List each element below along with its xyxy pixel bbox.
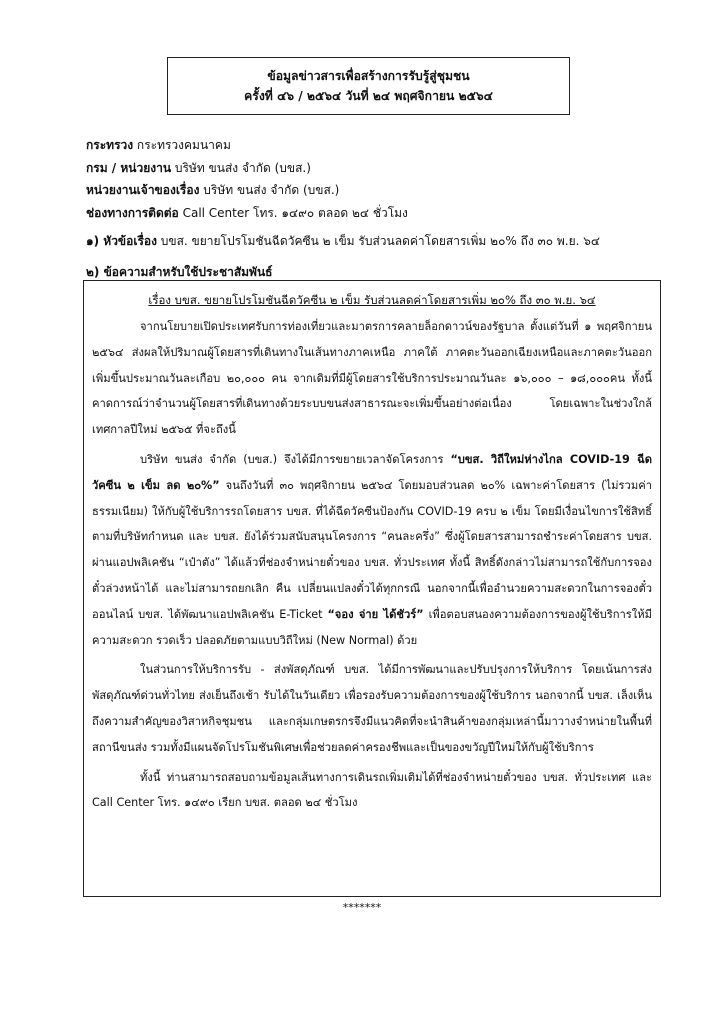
topic-row [86, 231, 600, 251]
owner-row [86, 179, 646, 202]
header-issue-line: ครั้งที่ ๔๖ / ๒๕๖๔ วันที่ ๒๔ พฤศจิกายน ๒๕๖๔ [244, 89, 493, 103]
document-header-box [167, 57, 570, 115]
eticket-slogan: “จอง จ่าย ได้ชัวร์” [327, 607, 424, 621]
paragraph-2 [92, 447, 652, 653]
paragraph-1-text: จากนโยบายเปิดประเทศรับการท่องเที่ยวและมาตรการคลายล็อกดาวน์ของรัฐบาล ตั้งแต่วันที่ ๑ พฤศจิกายน ๒๕๖๔ ส่งผลให้ปริมาณผู้โดยสารที่เดินทางในเส้นทางภาคเหนือ ภาคใต้ ภาคตะวันออกเฉียงเหนือและภาคตะวันออก เพิ่มขึ้นประมาณวันละเกือบ ๒๐,๐๐๐ คน จากเดิมที่มีผู้โดยสารใช้บริการประมาณวันละ ๑๖,๐๐๐ – ๑๘,๐๐๐คน ทั้งนี้ คาดการณ์ว่าจำนวนผู้โดยสารที่เดินทางด้วยระบบขนส่งสาธารณะจะเพิ่มขึ้นอย่างต่อเนื่อง โดยเฉพาะในช่วงใกล้เทศกาลปีใหม่ ๒๕๖๕ ที่จะถึงนี้ [92, 320, 652, 437]
contact-row [86, 202, 646, 225]
contact-value: Call Center โทร. ๑๔๙๐ ตลอด ๒๔ ชั่วโมง [178, 205, 408, 220]
paragraph-4-text: ทั้งนี้ ท่านสามารถสอบถามข้อมูลเส้นทางการเดินรถเพิ่มเติมได้ที่ช่องจำหน่ายตั๋วของ บขส. ทั่วประเทศ และ Call Center โทร. ๑๔๙๐ เรียก บขส. ตลอด ๒๔ ชั่วโมง [92, 770, 652, 810]
press-release-subject: เรื่อง บขส. ขยายโปรโมชันฉีดวัคซีน ๒ เข็ม รับส่วนลดค่าโดยสารเพิ่ม ๒๐% ถึง ๓๐ พ.ย. ๖๔ [148, 293, 596, 307]
ministry-row [86, 134, 646, 157]
section-pr-heading: ๒) ข้อความสำหรับใช้ประชาสัมพันธ์ [86, 265, 273, 279]
paragraph-3 [92, 657, 652, 760]
owner-value: บริษัท ขนส่ง จำกัด (บขส.) [199, 183, 340, 197]
contact-label: ช่องทางการติดต่อ [86, 205, 179, 220]
owner-label: หน่วยงานเจ้าของเรื่อง [86, 183, 200, 197]
metadata-block [86, 134, 646, 224]
agency-row [86, 157, 646, 180]
press-release-box [83, 280, 661, 897]
header-title-line: ข้อมูลข่าวสารเพื่อสร้างการรับรู้สู่ชุมชน [267, 69, 470, 83]
topic-value: บขส. ขยายโปรโมชันฉีดวัคซีน ๒ เข็ม รับส่วนลดค่าโดยสารเพิ่ม ๒๐% ถึง ๓๐ พ.ย. ๖๔ [156, 234, 600, 248]
paragraph-1 [92, 314, 652, 443]
paragraph-2-text-c: จนถึงวันที่ ๓๐ พฤศจิกายน ๒๕๖๔ โดยมอบส่วนลด ๒๐% เฉพาะค่าโดยสาร (ไม่รวมค่าธรรมเนียม) ให้กับผู้ใช้บริการรถโดยสาร บขส. ที่ได้ฉีดวัคซีนป้องกัน COVID-19 ครบ ๒ เข็ม โดยมีเงื่อนไขการใช้สิทธิ์ตามที่บริษัทกำหนด และ บขส. ยังได้ร่วมสนับสนุนโครงการ “คนละครึ่ง” ซึ่งผู้โดยสารสามารถชำระค่าโดยสาร บขส. ผ่านแอปพลิเคชัน “เป๋าตัง” ได้แล้วที่ช่องจำหน่ายตั๋วของ บขส. ทั่วประเทศ ทั้งนี้ สิทธิ์ดังกล่าวไม่สามารถใช้กับการจองตั๋วล่วงหน้าได้ และไม่สามารถยกเลิก คืน เปลี่ยนแปลงตั๋วได้ทุกกรณี นอกจากนี้เพื่ออำนวยความสะดวกในการจองตั๋วออนไลน์ บขส. ได้พัฒนาแอปพลิเคชัน E-Ticket [92, 478, 652, 621]
end-of-document-mark: ******* [342, 901, 382, 914]
agency-value: บริษัท ขนส่ง จำกัด (บขส.) [171, 160, 311, 175]
paragraph-3-text: ในส่วนการให้บริการรับ - ส่งพัสดุภัณฑ์ บขส. ได้มีการพัฒนาและปรับปรุงการให้บริการ โดยเน้นการส่งพัสดุภัณฑ์ด่วนทั่วไทย ส่งเย็นถึงเช้า รับได้ในวันเดียว เพื่อรองรับความต้องการของผู้ใช้บริการ นอกจากนี้ บขส. เล็งเห็นถึงความสำคัญของวิสาหกิจชุมชน และกลุ่มเกษตรกรจึงมีแนวคิดที่จะนำสินค้าของกลุ่มเหล่านี้มาวางจำหน่ายในพื้นที่สถานีขนส่ง รวมทั้งมีแผนจัดโปรโมชันพิเศษเพื่อช่วยลดค่าครองชีพและเป็นของขวัญปีใหม่ให้กับผู้ใช้บริการ [92, 663, 652, 754]
paragraph-2-text-a: บริษัท ขนส่ง จำกัด (บขส.) จึงได้มีการขยายเวลาจัดโครงการ [140, 452, 451, 466]
paragraph-4 [92, 765, 652, 817]
ministry-label: กระทรวง [86, 138, 134, 152]
paragraph-2-text-e: เพื่อตอบสนองความต้องการของผู้ใช้บริการให้มีความสะดวก รวดเร็ว ปลอดภัยตามแบบวิถีใหม่ (New Normal) ด้วย [92, 607, 652, 647]
campaign-name: “บขส. วิถีใหม่ห่างไกล COVID-19 ฉีดวัคซีน ๒ เข็ม ลด ๒๐%” [92, 452, 652, 492]
topic-label: ๑) หัวข้อเรื่อง [86, 234, 157, 248]
agency-label: กรม / หน่วยงาน [86, 160, 172, 175]
ministry-value: กระทรวงคมนาคม [133, 138, 231, 152]
